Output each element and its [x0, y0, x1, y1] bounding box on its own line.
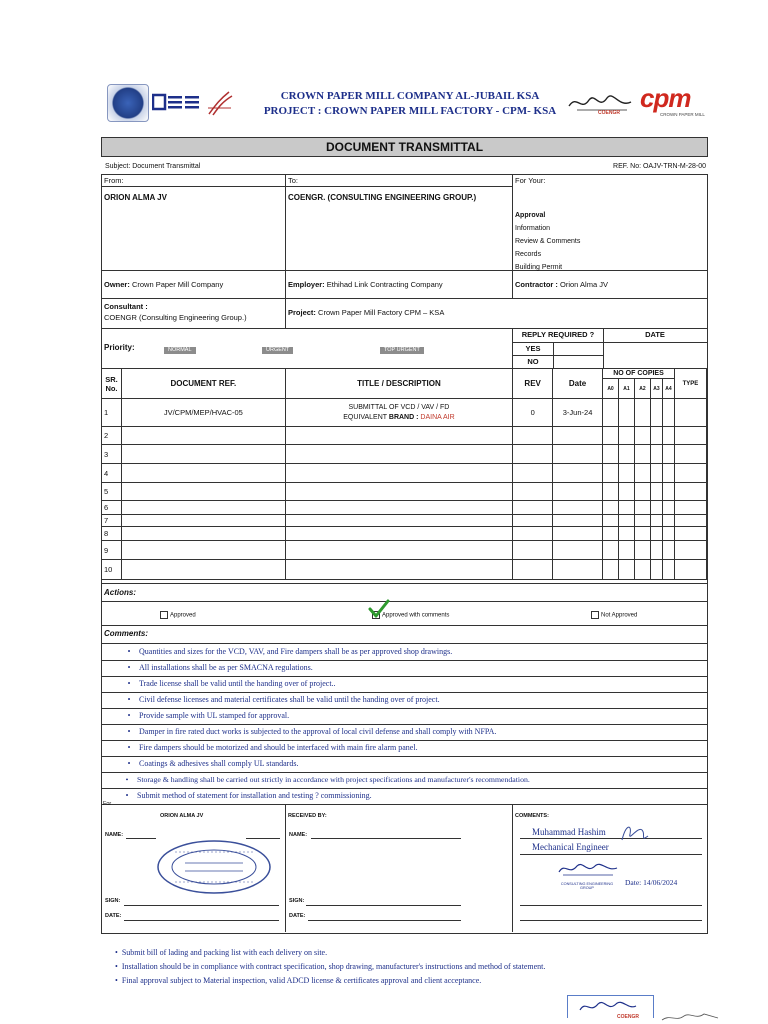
employer-label: Employer:: [288, 280, 325, 289]
comment-text: Storage & handling shall be carried out strictly in accordance with project specifications and manufacturer's recommendation.: [137, 775, 530, 784]
col-copy-a2: A2: [635, 379, 651, 399]
row-title-brand-label: BRAND :: [388, 413, 419, 421]
comment-text: Coatings & adhesives shall comply UL standards.: [139, 759, 299, 768]
to-value: COENGR. (CONSULTING ENGINEERING GROUP.): [288, 193, 477, 202]
row-sr: 6: [102, 501, 122, 515]
consultant-label: Consultant :: [104, 302, 148, 311]
comment-item: • Provide sample with UL stamped for approval.: [101, 708, 707, 725]
received-date-line[interactable]: [308, 920, 461, 921]
comment-item: • Coatings & adhesives shall comply UL standards.: [101, 756, 707, 773]
comment-text: Provide sample with UL stamped for approval.: [139, 711, 290, 720]
comment-item: • Fire dampers should be motorized and should be interfaced with main fire alarm panel.: [101, 740, 707, 757]
comment-text: Fire dampers should be motorized and should be interfaced with main fire alarm panel.: [139, 743, 418, 752]
footer-coengr-label: COENGR: [617, 1014, 639, 1020]
owner-label: Owner:: [104, 280, 130, 289]
contractor-field: [515, 280, 608, 289]
orion-name-label: NAME:: [105, 832, 124, 838]
footer-note: • Installation should be in compliance with contract specification, shop drawing, manufacturer's instructions and method of statement.: [115, 962, 546, 971]
priority-urgent-label: URGENT: [262, 347, 293, 354]
to-label: To:: [288, 176, 299, 185]
employer-value: Ethihad Link Contracting Company: [326, 280, 443, 289]
project-label: Project:: [288, 308, 316, 317]
divider: [101, 625, 707, 626]
consultant-value: COENGR (Consulting Engineering Group.): [104, 313, 247, 322]
col-sr: [102, 369, 122, 399]
comment-item: • Civil defense licenses and material certificates shall be valid until the handing over of project.: [101, 692, 707, 709]
not-approved-label: Not Approved: [601, 612, 638, 619]
divider: [101, 583, 707, 584]
employer-field: [288, 280, 443, 289]
comment-item: • Storage & handling shall be carried out strictly in accordance with project specifications and manufacturer's recommendation.: [101, 772, 707, 789]
coengr-small-label: COENGR: [598, 110, 620, 116]
row-title-prefix: EQUIVALENT: [343, 413, 389, 421]
footer-notes: [115, 946, 545, 988]
received-by-label: RECEIVED BY:: [288, 813, 327, 819]
row-sr: 7: [102, 515, 122, 527]
received-sign-line[interactable]: [306, 905, 461, 906]
table-row: [102, 483, 707, 501]
priority-normal[interactable]: [164, 342, 196, 360]
footer-note: • Final approval subject to Material inspection, valid ADCD license & certificates approval and client acceptance.: [115, 976, 482, 985]
action-not-approved[interactable]: [591, 611, 637, 619]
comment-item: • Damper in fire rated duct works is subjected to the approval of local civil defense and shall comply with NFPA.: [101, 724, 707, 741]
for-your-building-permit[interactable]: Building Permit: [515, 264, 563, 271]
col-copy-a1: A1: [619, 379, 635, 399]
signoff-comments-label: COMMENTS:: [515, 813, 549, 819]
signer-name: Muhammad Hashim: [532, 827, 606, 837]
comment-text: Quantities and sizes for the VCD, VAV, and Fire dampers shall be as per approved shop drawings.: [139, 647, 453, 656]
form-title: DOCUMENT TRANSMITTAL: [101, 137, 708, 157]
col-copy-a0: A0: [603, 379, 619, 399]
orion-label: ORION ALMA JV: [160, 813, 204, 819]
signer-title-line: [520, 854, 702, 855]
coengr-stamp-logo-icon: [557, 858, 619, 880]
row-sr: 2: [102, 427, 122, 445]
from-value: ORION ALMA JV: [104, 193, 167, 202]
received-sign-label: SIGN:: [289, 898, 305, 904]
contractor-value: Orion Alma JV: [560, 280, 608, 289]
comment-line[interactable]: [520, 920, 702, 921]
col-sr-label: SR.: [105, 374, 118, 384]
col-docref: DOCUMENT REF.: [121, 369, 285, 399]
checkmark-icon: [368, 599, 390, 619]
for-your-approval[interactable]: Approval: [515, 212, 546, 219]
table-row: [102, 560, 707, 580]
row-docref: JV/CPM/MEP/HVAC-05: [121, 399, 285, 427]
coengr-logo: [107, 84, 149, 122]
comment-item: • Submit method of statement for installation and testing ? commissioning.: [101, 788, 707, 805]
reply-date-label: DATE: [645, 330, 665, 339]
col-date: Date: [553, 369, 603, 399]
col-copies: NO OF COPIES: [603, 369, 675, 379]
footer-note-text: Submit bill of lading and packing list with each delivery on site.: [121, 948, 328, 957]
table-row: [102, 445, 707, 464]
row-sr: 9: [102, 541, 122, 560]
reply-yes[interactable]: YES: [525, 344, 541, 353]
comment-text: Submit method of statement for installation and testing ? commissioning.: [137, 791, 372, 800]
row-rev: 0: [513, 399, 553, 427]
documents-table: [101, 368, 707, 580]
owner-value: Crown Paper Mill Company: [131, 280, 224, 289]
row-title-line1: SUBMITTAL OF VCD / VAV / FD: [348, 403, 450, 411]
actions-label: Actions:: [104, 588, 136, 597]
row-sr: 1: [102, 399, 122, 427]
col-copy-a4: A4: [662, 379, 674, 399]
orion-sign-line[interactable]: [124, 905, 279, 906]
signer-name-line: [520, 838, 702, 839]
priority-top-urgent-label: TOP URGENT: [380, 347, 424, 354]
stamp-group-label: CONSULTING ENGINEERING GROUP: [560, 882, 614, 890]
divider: [285, 298, 286, 328]
priority-label: Priority:: [104, 343, 135, 352]
subject-line: Subject: Document Transmittal: [105, 163, 201, 170]
for-your-list: [515, 209, 580, 274]
comment-text: Civil defense licenses and material certificates shall be valid until the handing over of project.: [139, 695, 440, 704]
table-row: [102, 527, 707, 541]
comment-item: • All installations shall be as per SMACNA regulations.: [101, 660, 707, 677]
row-sr: 8: [102, 527, 122, 541]
company-title: CROWN PAPER MILL COMPANY AL-JUBAIL KSA: [280, 90, 540, 102]
col-title: TITLE / DESCRIPTION: [285, 369, 512, 399]
for-your-label: For Your:: [515, 176, 546, 185]
divider: [512, 174, 513, 298]
reply-required-label: REPLY REQUIRED ?: [521, 330, 595, 339]
row-sr: 3: [102, 445, 122, 464]
divider: [101, 601, 707, 602]
for-your-review[interactable]: Review & Comments: [515, 238, 581, 245]
orion-sign-label: SIGN:: [105, 898, 121, 904]
approved-checkbox[interactable]: [160, 611, 168, 619]
divider: [101, 298, 707, 299]
comment-line[interactable]: [520, 905, 702, 906]
table-row: [102, 515, 707, 527]
project-value: Crown Paper Mill Factory CPM – KSA: [318, 308, 445, 317]
row-sr: 5: [102, 483, 122, 501]
priority-top-urgent[interactable]: [380, 342, 424, 360]
divider: [101, 186, 513, 187]
cpm-logo: cpm: [640, 83, 691, 113]
divider: [512, 804, 513, 932]
divider: [101, 270, 707, 271]
comments-label: Comments:: [104, 629, 149, 638]
signer-title: Mechanical Engineer: [532, 842, 609, 852]
stamp-date: Date: 14/06/2024: [625, 878, 678, 887]
approved-label: Approved: [170, 612, 196, 619]
footer-note-text: Final approval subject to Material inspection, valid ADCD license & certificates approval and client acceptance.: [121, 976, 482, 985]
table-row: [102, 399, 707, 427]
approved-with-comments-label: Approved with comments: [382, 612, 450, 619]
priority-urgent[interactable]: [262, 342, 293, 360]
comment-item: • Quantities and sizes for the VCD, VAV, and Fire dampers shall be as per approved shop drawings.: [101, 644, 707, 661]
project-field: [288, 308, 444, 317]
for-your-information[interactable]: Information: [515, 225, 551, 232]
divider: [512, 355, 604, 356]
divider: [512, 342, 707, 343]
owner-field: [104, 280, 223, 289]
comment-text: All installations shall be as per SMACNA regulations.: [139, 663, 313, 672]
comment-text: Trade license shall be valid until the handing over of project..: [139, 679, 336, 688]
footer-signature-icon: [660, 1008, 720, 1024]
row-sr: 10: [102, 560, 122, 580]
col-copy-a3: A3: [650, 379, 662, 399]
table-header-row: [102, 369, 707, 379]
table-row: [102, 427, 707, 445]
received-name-line[interactable]: [311, 838, 461, 839]
orion-name-line[interactable]: [126, 838, 156, 839]
priority-normal-label: NORMAL: [164, 347, 196, 354]
row-title-line2: [288, 413, 510, 423]
divider: [101, 328, 707, 329]
divider: [285, 804, 286, 932]
footer-note: • Submit bill of lading and packing list with each delivery on site.: [115, 948, 328, 957]
col-rev: REV: [513, 369, 553, 399]
row-title: [285, 399, 512, 427]
table-row: [102, 464, 707, 483]
received-date-label: DATE:: [289, 913, 306, 919]
comment-text: Damper in fire rated duct works is subjected to the approval of local civil defense and shall comply with NFPA.: [139, 727, 497, 736]
cpm-logo-sub: CROWN PAPER MILL: [660, 112, 705, 117]
action-approved[interactable]: [160, 611, 196, 619]
reply-no[interactable]: NO: [527, 357, 539, 366]
ocie-logo: [152, 90, 202, 116]
table-row: [102, 541, 707, 560]
received-name-label: NAME:: [289, 832, 308, 838]
for-your-records[interactable]: Records: [515, 251, 542, 258]
orion-date-line[interactable]: [124, 920, 279, 921]
col-type: TYPE: [674, 369, 706, 399]
for-label: For: [103, 801, 112, 807]
not-approved-checkbox[interactable]: [591, 611, 599, 619]
comment-item: • Trade license shall be valid until the handing over of project..: [101, 676, 707, 693]
project-title: PROJECT : CROWN PAPER MILL FACTORY - CPM- KSA: [263, 105, 557, 117]
divider: [285, 174, 286, 298]
col-no-label: No.: [105, 383, 118, 393]
row-sr: 4: [102, 464, 122, 483]
row-title-brand: DAINA AIR: [420, 413, 455, 421]
footer-note-text: Installation should be in compliance with contract specification, shop drawing, manufacturer's instructions and method of statement.: [121, 962, 546, 971]
signature-icon: [618, 820, 652, 846]
contractor-label: Contractor :: [515, 280, 558, 289]
ref-number: REF. No: OAJV-TRN-M-28-00: [613, 163, 706, 170]
from-label: From:: [104, 176, 124, 185]
orion-date-label: DATE:: [105, 913, 122, 919]
row-date: 3-Jun-24: [553, 399, 603, 427]
table-row: [102, 501, 707, 515]
company-stamp-icon: [155, 838, 273, 896]
